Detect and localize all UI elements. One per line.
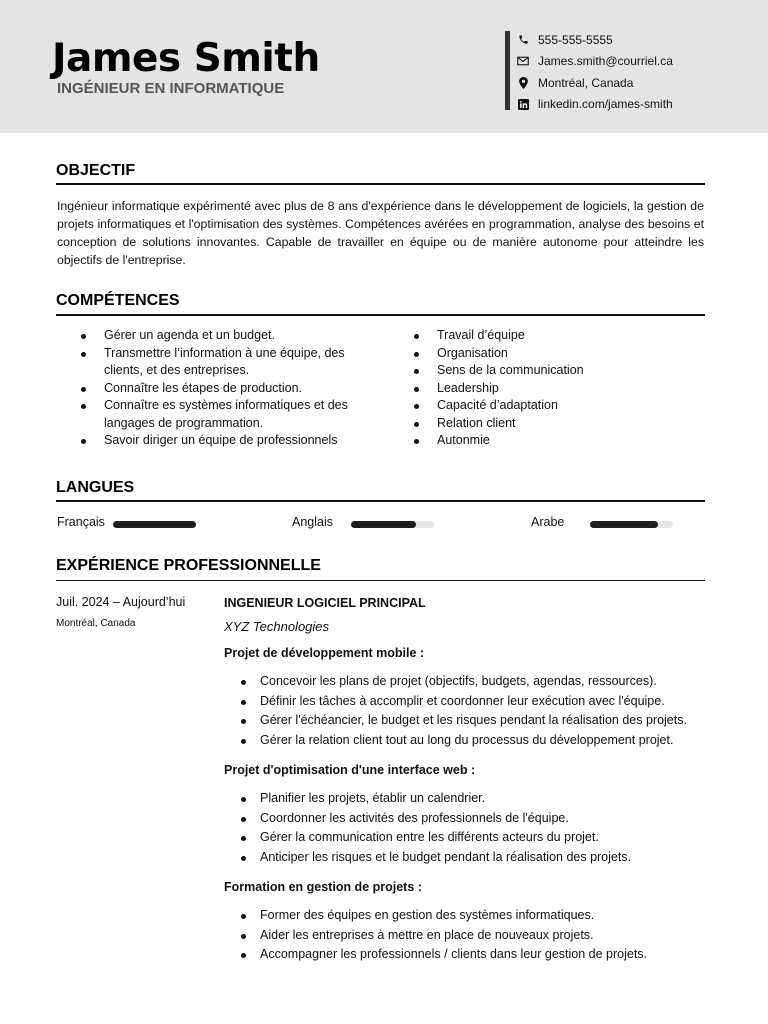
list-item: Sens de la communication — [411, 362, 671, 380]
mail-icon — [517, 55, 529, 67]
objective-rule — [56, 183, 705, 185]
contact-phone-text: 555-555-5555 — [538, 32, 613, 47]
contact-location-text: Montréal, Canada — [538, 75, 634, 90]
list-item: Organisation — [411, 345, 671, 363]
list-item: Gérer la relation client tout au long du processus du développement projet. — [238, 731, 714, 751]
project-title: Projet de développement mobile : — [224, 646, 425, 660]
list-item: Gérer un agenda et un budget. — [78, 327, 378, 345]
contact-email[interactable] — [517, 51, 762, 73]
list-item: Aider les entreprises à mettre en place de nouveaux projets. — [238, 926, 714, 946]
skills-list-left — [78, 327, 378, 450]
objective-text: Ingénieur informatique expérimenté avec plus de 8 ans d'expérience dans le développement de logiciels, la gestion de projets informatiques et l'optimisation des systèmes. Compétences avérées en programmation, analyse des besoins et conception de solutions innovantes. Capable de travailler en équipe ou de manière autonome pour atteindre les objectifs de l'entreprise. — [57, 199, 704, 267]
contact-email-text: James.smith@courriel.ca — [538, 54, 673, 69]
contact-linkedin-text: linkedin.com/james-smith — [538, 97, 673, 112]
list-item: Définir les tâches à accomplir et coordonner leur exécution avec l'équipe. — [238, 692, 714, 712]
language-label-arabe: Arabe — [531, 515, 565, 529]
contact-phone[interactable] — [517, 29, 762, 51]
job-details — [224, 595, 714, 977]
skills-heading: COMPÉTENCES — [56, 292, 180, 309]
project-title: Formation en gestion de projets : — [224, 880, 422, 894]
phone-icon — [517, 34, 529, 46]
list-item: Savoir diriger un équipe de professionnels — [78, 432, 378, 450]
project-tasks — [238, 672, 714, 750]
list-item: Transmettre l’information à une équipe, des clients, et des entreprises. — [78, 345, 378, 380]
job-company: XYZ Technologies — [224, 619, 330, 634]
experience-rule — [56, 580, 705, 581]
list-item: Accompagner les professionnels / clients dans leur gestion de projets. — [238, 945, 714, 965]
list-item: Connaître es systèmes informatiques et des langages de programmation. — [78, 397, 378, 432]
skills-rule — [56, 314, 705, 316]
job-role: INGENIEUR LOGICIEL PRINCIPAL — [224, 596, 426, 610]
job-location: Montréal, Canada — [56, 618, 136, 629]
linkedin-icon — [517, 98, 529, 110]
list-item: Planifier les projets, établir un calendrier. — [238, 789, 714, 809]
language-bar-fill — [113, 521, 196, 528]
project-title: Projet d'optimisation d'une interface web : — [224, 763, 476, 777]
location-pin-icon — [517, 77, 529, 89]
header-band — [0, 0, 768, 133]
skills-list-right — [411, 327, 671, 450]
language-label-francais: Français — [57, 515, 105, 529]
list-item: Gérer la communication entre les différents acteurs du projet. — [238, 828, 714, 848]
list-item: Concevoir les plans de projet (objectifs, budgets, agendas, ressources). — [238, 672, 714, 692]
language-bar-arabe — [590, 521, 673, 528]
language-bar-anglais — [351, 521, 434, 528]
list-item: Autonmie — [411, 432, 671, 450]
experience-heading: EXPÉRIENCE PROFESSIONNELLE — [56, 557, 321, 574]
contact-location — [517, 72, 762, 94]
list-item: Gérer l'échéancier, le budget et les risques pendant la réalisation des projets. — [238, 711, 714, 731]
candidate-title: INGÉNIEUR EN INFORMATIQUE — [57, 80, 285, 97]
list-item: Leadership — [411, 380, 671, 398]
languages-heading: LANGUES — [56, 479, 135, 496]
project-tasks — [238, 789, 714, 867]
language-label-anglais: Anglais — [292, 515, 333, 529]
candidate-name: James Smith — [52, 36, 320, 81]
list-item: Relation client — [411, 415, 671, 433]
list-item: Anticiper les risques et le budget pendant la réalisation des projets. — [238, 848, 714, 868]
list-item: Connaître les étapes de production. — [78, 380, 378, 398]
contact-linkedin[interactable] — [517, 94, 762, 116]
language-bar-fill — [590, 521, 658, 528]
list-item: Coordonner les activités des professionnels de l'équipe. — [238, 809, 714, 829]
language-bar-francais — [113, 521, 196, 528]
job-dates: Juil. 2024 – Aujourd’hui — [56, 595, 186, 609]
project-tasks — [238, 906, 714, 965]
list-item: Capacité d’adaptation — [411, 397, 671, 415]
language-bar-fill — [351, 521, 416, 528]
contact-list — [517, 29, 762, 115]
objective-heading: OBJECTIF — [56, 162, 136, 179]
list-item: Travail d’équipe — [411, 327, 671, 345]
list-item: Former des équipes en gestion des systèmes informatiques. — [238, 906, 714, 926]
contact-divider — [505, 31, 510, 110]
languages-rule — [56, 500, 705, 502]
